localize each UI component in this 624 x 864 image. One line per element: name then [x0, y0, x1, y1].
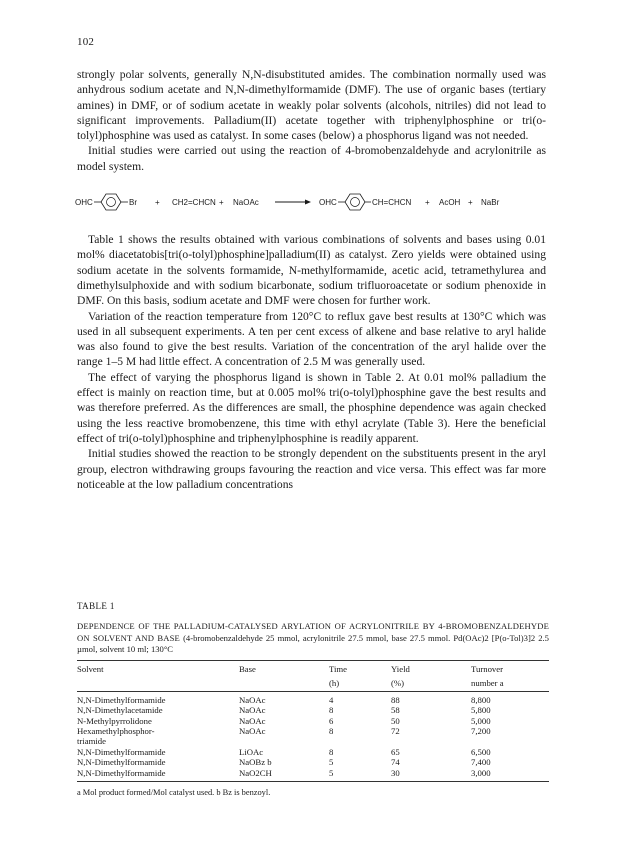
cell-turnover: 7,400 [471, 757, 491, 768]
col-header-solvent: Solvent [77, 660, 239, 676]
table-footnote: a Mol product formed/Mol catalyst used. b Bz is benzoyl. [77, 788, 271, 798]
scheme-plus-4: + [468, 198, 473, 208]
cell-base: NaOAc [239, 705, 266, 716]
col-header-base: Base [239, 660, 329, 676]
cell-solvent: N-Methylpyrrolidone [77, 715, 152, 726]
benzene-ring-product [345, 194, 365, 210]
scheme-bromo: Br [129, 198, 137, 208]
paragraph-2: Initial studies were carried out using the reaction of 4-bromobenzaldehyde and acrylonitrile as model system. [77, 144, 546, 173]
cell-yield: 65 [391, 746, 400, 757]
table-row-continuation [77, 736, 549, 746]
cell-base: NaOBz b [239, 757, 272, 768]
scheme-nabr: NaBr [481, 198, 500, 208]
cell-turnover: 5,800 [471, 705, 491, 716]
col-header-time: Time [329, 660, 391, 676]
table-title-detail: (4-bromobenzaldehyde 25 mmol, acrylonitrile 27.5 mmol, base 27.5 mmol. Pd(OAc)2 [P(o-Tol)3]2 2.5 µmol, solvent 10 ml; 130°C [77, 632, 549, 655]
cell-solvent: N,N-Dimethylacetamide [77, 705, 163, 716]
cell-solvent-cont: triamide [77, 736, 106, 747]
paragraph-3: Table 1 shows the results obtained with various combinations of solvents and bases using 0.01 mol% diacetatobis[tri(o-tolyl)phosphine]palladium(II) as catalyst. Zero yields were obtained using sodium acetate in the solvents formamide, N-methylformamide, acetic acid, tetramethylurea and dimethylsulphoxide and with sodium bicarbonate, sodium trifluoroacetate or sodium phenoxide in DMF. On this basis, sodium acetate and DMF were chosen for further work. [77, 233, 546, 308]
paragraph-5: The effect of varying the phosphorus ligand is shown in Table 2. At 0.01 mol% palladium the effect is mainly on reaction time, but at 0.005 mol% tri(o-tolyl)phosphine gave the best results and was therefore preferred. As the differences are small, the phosphine dependence was again checked using the less reactive bromobenzene, this time with ethyl acrylate (Table 3). Here the beneficial effect of tri(o-tolyl)phosphine and triphenylphosphine is readily apparent. [77, 370, 546, 445]
cell-base: NaO2CH [239, 767, 272, 778]
cell-time: 8 [329, 746, 334, 757]
scheme-product-vinyl: CH=CHCN [372, 198, 412, 208]
cell-time: 8 [329, 705, 334, 716]
cell-time: 6 [329, 715, 334, 726]
cell-base: NaOAc [239, 726, 266, 736]
cell-yield: 50 [391, 715, 400, 726]
table-title [77, 621, 549, 656]
scheme-acoh: AcOH [439, 198, 461, 208]
paragraph-6: Initial studies showed the reaction to be strongly dependent on the substituents present in the aryl group, electron withdrawing groups favouring the reaction and vice versa. This effect was far more noticeable at the low palladium concentrations [77, 447, 546, 491]
table-row [77, 716, 549, 726]
data-table [77, 660, 549, 782]
cell-time: 8 [329, 726, 334, 736]
scheme-acrylonitrile: CH2=CHCN [172, 198, 216, 208]
cell-turnover: 7,200 [471, 726, 491, 736]
cell-solvent: N,N-Dimethylformamide [77, 757, 166, 768]
table-row [77, 705, 549, 715]
cell-time: 5 [329, 757, 334, 768]
scheme-reactant-ohc: OHC [75, 198, 93, 208]
cell-turnover: 6,500 [471, 746, 491, 757]
cell-base: NaOAc [239, 694, 266, 705]
col-unit-time: (h) [329, 676, 391, 692]
cell-yield: 72 [391, 726, 400, 736]
table-row [77, 691, 549, 705]
cell-solvent: N,N-Dimethylformamide [77, 694, 166, 705]
cell-solvent: Hexamethylphosphor- [77, 726, 155, 736]
page-number: 102 [77, 36, 95, 48]
col-header-turnover: Turnover [471, 660, 549, 676]
cell-turnover: 3,000 [471, 767, 491, 778]
paragraph-1: strongly polar solvents, generally N,N-disubstituted amides. The combination normally used was anhydrous sodium acetate and N,N-dimethylformamide (DMF). The use of organic bases (tertiary amines) in DMF, or of sodium acetate in weakly polar solvents (alcohols, nitriles) did not lead to significant improvements. Palladium(II) acetate together with triphenylphosphine or tri(o-tolyl)phosphine was used as catalyst. In some cases (below) a phosphorus ligand was not needed. [77, 68, 546, 143]
table-row [77, 757, 549, 767]
cell-yield: 88 [391, 694, 400, 705]
body-text [77, 67, 546, 492]
col-header-yield: Yield [391, 660, 471, 676]
cell-yield: 74 [391, 757, 400, 768]
cell-yield: 30 [391, 767, 400, 778]
reaction-scheme [77, 174, 546, 232]
table-row [77, 747, 549, 757]
table-label: TABLE 1 [77, 601, 115, 611]
table-title-caps: DEPENDENCE OF THE PALLADIUM-CATALYSED ARYLATION OF ACRYLONITRILE BY 4-BROMOBENZALDEHYDE ON SOLVENT AND BASE [77, 621, 549, 643]
reaction-scheme-drawing [75, 174, 555, 232]
table-row [77, 768, 549, 782]
cell-base: LiOAc [239, 746, 264, 757]
cell-time: 4 [329, 694, 334, 705]
cell-solvent: N,N-Dimethylformamide [77, 746, 166, 757]
scheme-plus-2: + [219, 198, 224, 208]
paragraph-4: Variation of the reaction temperature from 120°C to reflux gave best results at 130°C which was used in all subsequent experiments. A ten per cent excess of alkene and base relative to aryl halide was also found to give the best results. Variation of the concentration of the aryl halide over the range 1–5 M had little effect. A concentration of 2.5 M was generally used. [77, 309, 546, 369]
cell-time: 5 [329, 767, 334, 778]
cell-base: NaOAc [239, 715, 266, 726]
scheme-naoac: NaOAc [233, 198, 259, 208]
scheme-plus-3: + [425, 198, 430, 208]
scheme-product-ohc: OHC [319, 198, 337, 208]
cell-turnover: 8,800 [471, 694, 491, 705]
scheme-plus-1: + [155, 198, 160, 208]
cell-yield: 58 [391, 705, 400, 716]
col-unit-yield: (%) [391, 676, 471, 692]
table-1 [77, 601, 549, 797]
benzene-ring-reactant [101, 194, 121, 210]
cell-turnover: 5,000 [471, 715, 491, 726]
table-row [77, 726, 549, 736]
col-unit-turnover: number a [471, 676, 549, 692]
cell-solvent: N,N-Dimethylformamide [77, 767, 166, 778]
